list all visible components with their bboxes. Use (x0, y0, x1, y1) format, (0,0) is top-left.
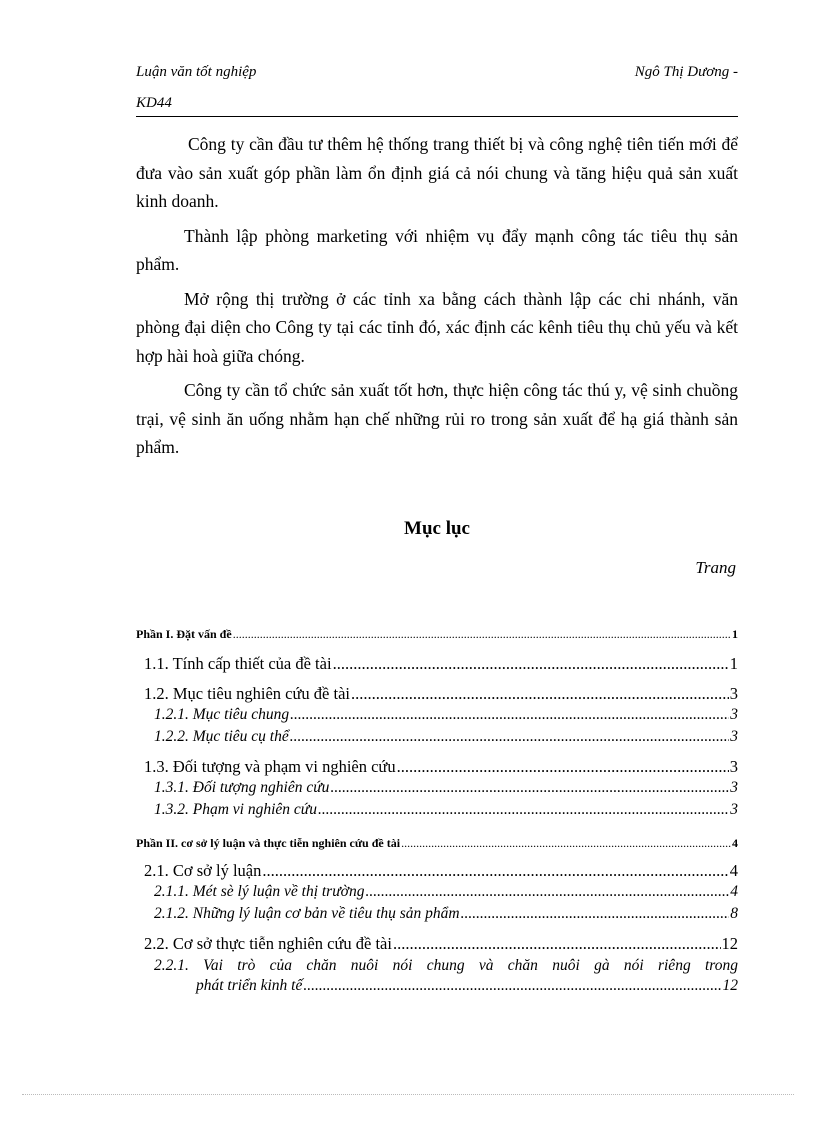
toc-leader (318, 801, 729, 819)
toc-entry-page: 8 (730, 905, 738, 922)
toc-entry[interactable] (144, 654, 738, 674)
toc-page-column-label: Trang (695, 558, 736, 577)
toc-leader (393, 934, 721, 954)
paragraph-1: Công ty cần đầu tư thêm hệ thống trang thiết bị và công nghệ tiên tiến mới để đưa vào sản xuất góp phần làm ổn định giá cả nói chung và tăng hiệu quả sản xuất kinh doanh. (136, 134, 738, 211)
toc-leader (303, 976, 721, 996)
toc-entry-page: 3 (730, 728, 738, 745)
toc-leader (397, 757, 729, 777)
toc-entry-page: 3 (730, 779, 738, 796)
toc-entry-text: 2.1.2. Những lý luận cơ bản về tiêu thụ sản phẩm (154, 905, 460, 922)
toc-leader (461, 905, 730, 923)
toc-leader (262, 861, 728, 881)
toc-leader (233, 627, 731, 642)
toc-entry[interactable] (144, 757, 738, 777)
toc-entry-page: 3 (729, 684, 738, 703)
toc-entry-page: 1 (732, 627, 738, 641)
toc-entry-page: 3 (729, 757, 738, 776)
toc-entry[interactable] (144, 861, 738, 881)
toc-entry[interactable] (154, 905, 738, 923)
toc-entry-text: 2.2. Cơ sở thực tiễn nghiên cứu đề tài (144, 934, 392, 953)
toc-entry-text: 1.3.1. Đối tượng nghiên cứu (154, 779, 330, 796)
toc-leader (365, 883, 729, 901)
toc-leader (401, 836, 731, 851)
toc-entry-text: 1.2.2. Mục tiêu cụ thể (154, 728, 289, 745)
toc-entry-text: 1.1. Tính cấp thiết của đề tài (144, 654, 332, 673)
toc-leader (351, 684, 729, 704)
toc-entry-page: 4 (729, 861, 738, 880)
page-bottom-border (22, 1094, 794, 1095)
toc-leader (290, 728, 730, 746)
toc-entry-page: 3 (730, 801, 738, 818)
toc-entry-text: phát triển kinh tế (196, 977, 303, 994)
toc-entry[interactable] (136, 627, 738, 642)
paragraph-4: Công ty cần tổ chức sản xuất tốt hơn, thực hiện công tác thú y, vệ sinh chuồng trại, vệ sinh ăn uống nhằm hạn chế những rủi ro trong sản xuất để hạ giá thành sản phẩm. (136, 380, 738, 457)
toc-title: Mục lục (404, 518, 470, 539)
toc-entry-page: 1 (729, 654, 738, 673)
toc-entry-text: 1.3. Đối tượng và phạm vi nghiên cứu (144, 757, 396, 776)
body-text (136, 130, 738, 468)
toc-leader (290, 706, 729, 724)
toc-entry[interactable] (154, 728, 738, 746)
toc-leader (333, 654, 729, 674)
toc-leader (330, 779, 729, 797)
paragraph-3: Mở rộng thị trường ở các tỉnh xa bằng cách thành lập các chi nhánh, văn phòng đại diện cho Công ty tại các tỉnh đó, xác định các kênh tiêu thụ chủ yếu và kết hợp hài hoà giữa chóng. (136, 288, 738, 366)
paragraph-2: Thành lập phòng marketing với nhiệm vụ đẩy mạnh công tác tiêu thụ sản phẩm. (136, 225, 738, 274)
toc-entry[interactable] (154, 883, 738, 901)
toc-entry-text: Phần I. Đặt vấn đề (136, 627, 232, 641)
toc-entry[interactable] (154, 706, 738, 724)
toc-entry-text: Phần II. cơ sở lý luận và thực tiễn nghiên cứu đề tài (136, 836, 401, 850)
toc-entry-page: 4 (732, 836, 738, 850)
toc-entry[interactable] (144, 934, 738, 954)
toc-entry-page: 4 (730, 883, 738, 900)
toc-entry-page: 3 (730, 706, 738, 723)
toc-entry[interactable] (154, 956, 738, 996)
toc-entry[interactable] (136, 836, 738, 851)
toc-entry-page: 12 (722, 977, 738, 994)
toc-entry-text: 2.2.1. Vai trò của chăn nuôi nói chung và chăn nuôi gà nói riêng trong (154, 957, 738, 974)
toc-entry[interactable] (154, 801, 738, 819)
toc-entry-text: 2.1. Cơ sở lý luận (144, 861, 262, 880)
toc-entry-continuation (154, 976, 738, 996)
toc-entry-text: 1.2. Mục tiêu nghiên cứu đề tài (144, 684, 350, 703)
toc-entry[interactable] (154, 779, 738, 797)
toc-entry-text: 2.1.1. Mét sè lý luận về thị trường (154, 883, 365, 900)
header-thesis-label: Luận văn tốt nghiệp (136, 64, 257, 80)
header-author: Ngô Thị Dương - (634, 64, 738, 80)
toc-entry[interactable] (144, 684, 738, 704)
toc-entry-page: 12 (721, 934, 738, 953)
toc-entry-text: 1.3.2. Phạm vi nghiên cứu (154, 801, 317, 818)
header-divider (136, 116, 738, 117)
header-class-code: KD44 (136, 95, 172, 111)
toc-entry-text: 1.2.1. Mục tiêu chung (154, 706, 290, 723)
